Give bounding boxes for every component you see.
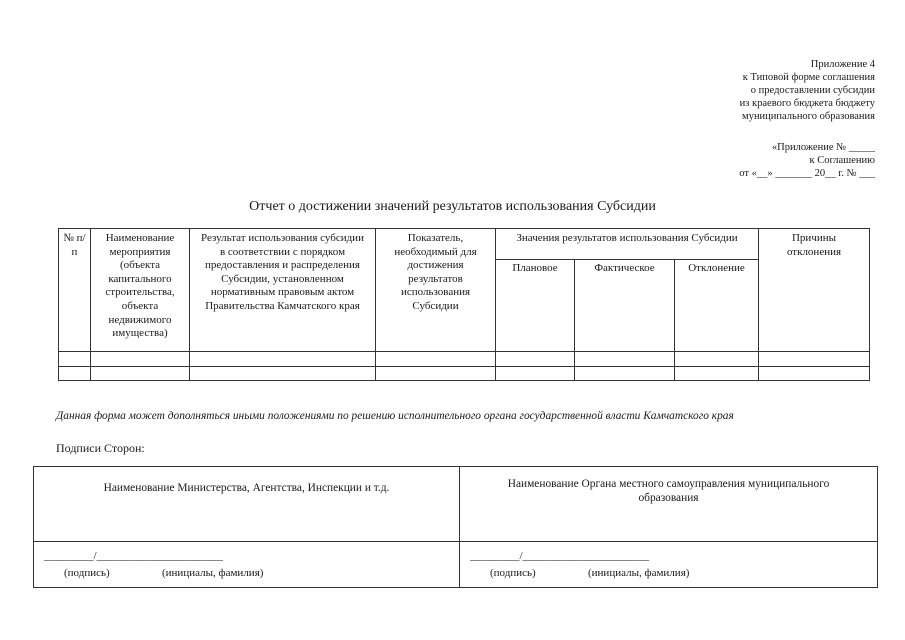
form-note: Данная форма может дополняться иными положениями по решению исполнительного органа государственной власти Камчатского края — [56, 410, 734, 422]
col-header-planned: Плановое — [512, 262, 558, 274]
report-title: Отчет о достижении значений результатов использования Субсидии — [249, 199, 656, 214]
col-header-reasons: Причины отклонения — [786, 232, 842, 258]
left-sign-line: _________/_______________________ — [44, 550, 224, 562]
signatures-title: Подписи Сторон: — [56, 441, 145, 455]
col-header-deviation: Отклонение — [688, 262, 745, 274]
right-org-name: Наименование Органа местного самоуправления муниципального образования — [507, 478, 830, 504]
appendix-line: Приложение 4 — [810, 59, 875, 70]
left-signature-label: (подпись) — [64, 567, 110, 579]
addendum-line: от «__» _______ 20__ г. № ___ — [739, 168, 875, 179]
col-header-event: Наименование мероприятия (объекта капитального строительства, объекта недвижимого имущества) — [105, 232, 175, 340]
addendum-line: к Соглашению — [809, 155, 875, 166]
right-initials-label: (инициалы, фамилия) — [588, 567, 690, 579]
left-org-name: Наименование Министерства, Агентства, Инспекции и т.д. — [103, 482, 390, 494]
left-initials-label: (инициалы, фамилия) — [162, 567, 264, 579]
appendix-line: муниципального образования — [742, 111, 875, 122]
col-header-number: № п/п — [63, 232, 86, 258]
col-header-actual: Фактическое — [594, 262, 655, 274]
right-signature-label: (подпись) — [490, 567, 536, 579]
appendix-line: к Типовой форме соглашения — [742, 72, 875, 83]
col-header-values: Значения результатов использования Субсидии — [516, 232, 738, 244]
col-header-indicator: Показатель, необходимый для достижения результатов использования Субсидии — [394, 232, 477, 312]
addendum-line: «Приложение № _____ — [771, 142, 875, 153]
col-header-result: Результат использования субсидии в соответствии с порядком предоставления и распределения Субсидии, установленном нормативным правовым актом Правительства Камчатского края — [201, 232, 364, 312]
right-sign-line: _________/_______________________ — [470, 550, 650, 562]
appendix-line: о предоставлении субсидии — [750, 85, 875, 96]
appendix-line: из краевого бюджета бюджету — [739, 98, 875, 109]
